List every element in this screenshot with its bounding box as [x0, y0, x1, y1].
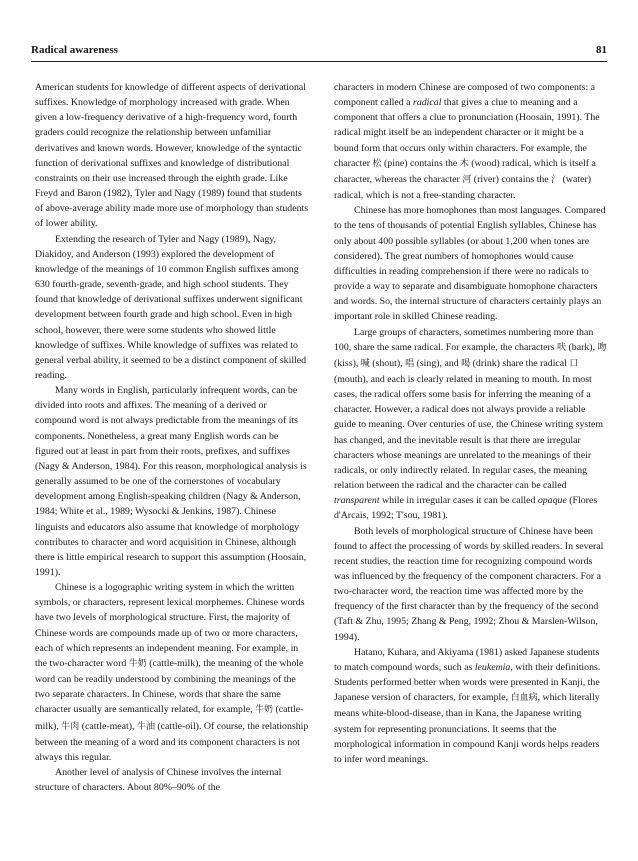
chinese-character: 口	[569, 358, 579, 369]
chinese-character: 吠	[557, 342, 567, 353]
chinese-character: 吻	[597, 342, 607, 353]
chinese-character: 喝	[461, 358, 471, 369]
paragraph: Extending the research of Tyler and Nagy (1989), Nagy, Diakidoy, and Anderson (1993) explored the development of knowledge of the meanings of 10 common English suffixes among 630 fourth-grade, seventh-grade, and high school students. They found that knowledge of derivational suffixes underwent significant development between fourth grade and high school. Even in high school, however, there were some students who showed little knowledge of suffixes. While knowledge of suffixes was related to general verbal ability, it seemed to be a distinct component of skilled reading.	[35, 233, 307, 381]
chinese-character: 木	[459, 158, 469, 169]
left-column	[35, 80, 309, 795]
chinese-character: 河	[462, 174, 472, 185]
running-header	[31, 40, 607, 60]
running-title: Radical awareness	[31, 44, 118, 56]
paragraph: Many words in English, particularly infrequent words, can be divided into roots and affixes. The meaning of a derived or compound word is not always predictable from the meanings of its components. Nonetheless, a great many English words can be figured out at least in part from their roots, prefixes, and suffixes (Nagy & Anderson, 1984). For this reason, morphological analysis is generally assumed to be one of the cornerstones of vocabulary development among English-speaking children (Nagy & Anderson, 1984; White et al., 1989; Wysocki & Jenkins, 1987). Chinese linguists and educators also assume that knowledge of morphology contributes to character and word acquisition in Chinese, although there is little empirical research to support this assumption (Hoosain, 1991).	[35, 385, 307, 578]
paragraph: Hatano, Kuhara, and Akiyama (1981) asked Japanese students to match compound words, such as leukemia, with their definitions. Students performed better when words were presented in Kanji, the Japanese version of characters, for example, 白血病, which literally means white-blood-disease, than in Kana, the Japanese writing system for representing pronunciations. It seems that the morphological information in compound Kanji words helps readers to infer word meanings.	[334, 646, 601, 765]
chinese-character: 唱	[405, 358, 415, 369]
paragraph: characters in modern Chinese are composed of two components: a component called a radical that gives a clue to meaning and a component that offers a clue to pronunciation (Hoosain, 1991). The radical might itself be an independent character or it might be a bound form that occurs only within characters. For example, the character 松 (pine) contains the 木 (wood) radical, which is itself a character, whereas the character 河 (river) contains the 氵 (water) radical, which is not a free-standing character.	[334, 82, 600, 202]
paragraph: Another level of analysis of Chinese involves the internal structure of characters. About 80%–90% of the	[35, 767, 282, 794]
chinese-characters: 牛奶	[255, 705, 274, 716]
paragraph: Both levels of morphological structure of Chinese have been found to affect the processing of words by skilled readers. In several recent studies, the reaction time for recognizing compound words was influenced by the frequency of the component characters. For a two-character word, the reaction time was affected more by the frequency of the first character than by the frequency of the second (Taft & Zhu, 1995; Zhang & Peng, 1992; Zhou & Marslen-Wilson, 1994).	[334, 525, 604, 643]
chinese-characters: 牛奶	[128, 658, 147, 669]
chinese-character: 氵	[551, 174, 561, 185]
paragraph: American students for knowledge of different aspects of derivational suffixes. Knowledge of morphology increased with grade. When given a low-frequency derivative of a high-frequency word, fourth graders could recognize the relationship between unfamiliar derivatives and known words. However, knowledge of the syntactic function of derivational suffixes and knowledge of distributional constraints on their use increased through the eighth grade. Like Freyd and Baron (1982), Tyler and Nagy (1989) found that students of above-average ability made more use of morphology than students of lower ability.	[35, 82, 309, 230]
page-number: 81	[596, 44, 607, 56]
chinese-characters: 白血病	[510, 693, 538, 704]
paragraph: Chinese has more homophones than most languages. Compared to the tens of thousands of potential English syllables, Chinese has only about 400 possible syllables (or about 1,200 when tones are considered). The great numbers of homophones would cause difficulties in reading comprehension if there were no radicals to provide a way to separate and disambiguate homophone characters and words. So, the internal structure of characters certainly plays an important role in skilled Chinese reading.	[334, 205, 606, 323]
chinese-character: 喊	[360, 358, 370, 369]
paragraph: Large groups of characters, sometimes numbering more than 100, share the same radical. For example, the characters 吠 (bark), 吻 (kiss), 喊 (shout), 唱 (sing), and 喝 (drink) share the radical 口 (mouth), and each is clearly related in meaning to mouth. In most cases, the radical offers some basis for inferring the meaning of a character. However, a radical does not always provide a reliable guide to meaning. Over centuries of use, the Chinese writing system has changed, and the inevitable result is that there are irregular characters whose meanings are unrelated to the meanings of their radicals, or only indirectly related. In regular cases, the meaning relation between the radical and the character can be called transparent while in irregular cases it can be called opaque (Flores d'Arcais, 1992; T'sou, 1981).	[334, 326, 607, 522]
right-column	[334, 80, 608, 767]
header-rule	[31, 61, 607, 62]
chinese-characters: 牛肉	[61, 721, 80, 732]
chinese-character: 松	[372, 158, 382, 169]
chinese-characters: 牛油	[136, 721, 155, 732]
paragraph: Chinese is a logographic writing system in which the written symbols, or characters, represent lexical morphemes. Chinese words have two levels of morphological structure. First, the majority of Chinese words are compounds made up of two or more characters, each of which represents an independent meaning. For example, in the two-character word 牛奶 (cattle-milk), the meaning of the whole word can be readily understood by combining the meanings of the two separate characters. In Chinese, words that share the same character usually are semantically related, for example, 牛奶 (cattle-milk), 牛肉 (cattle-meat), 牛油 (cattle-oil). Of course, the relationship between the meaning of a word and its component characters is not always this regular.	[35, 582, 309, 763]
